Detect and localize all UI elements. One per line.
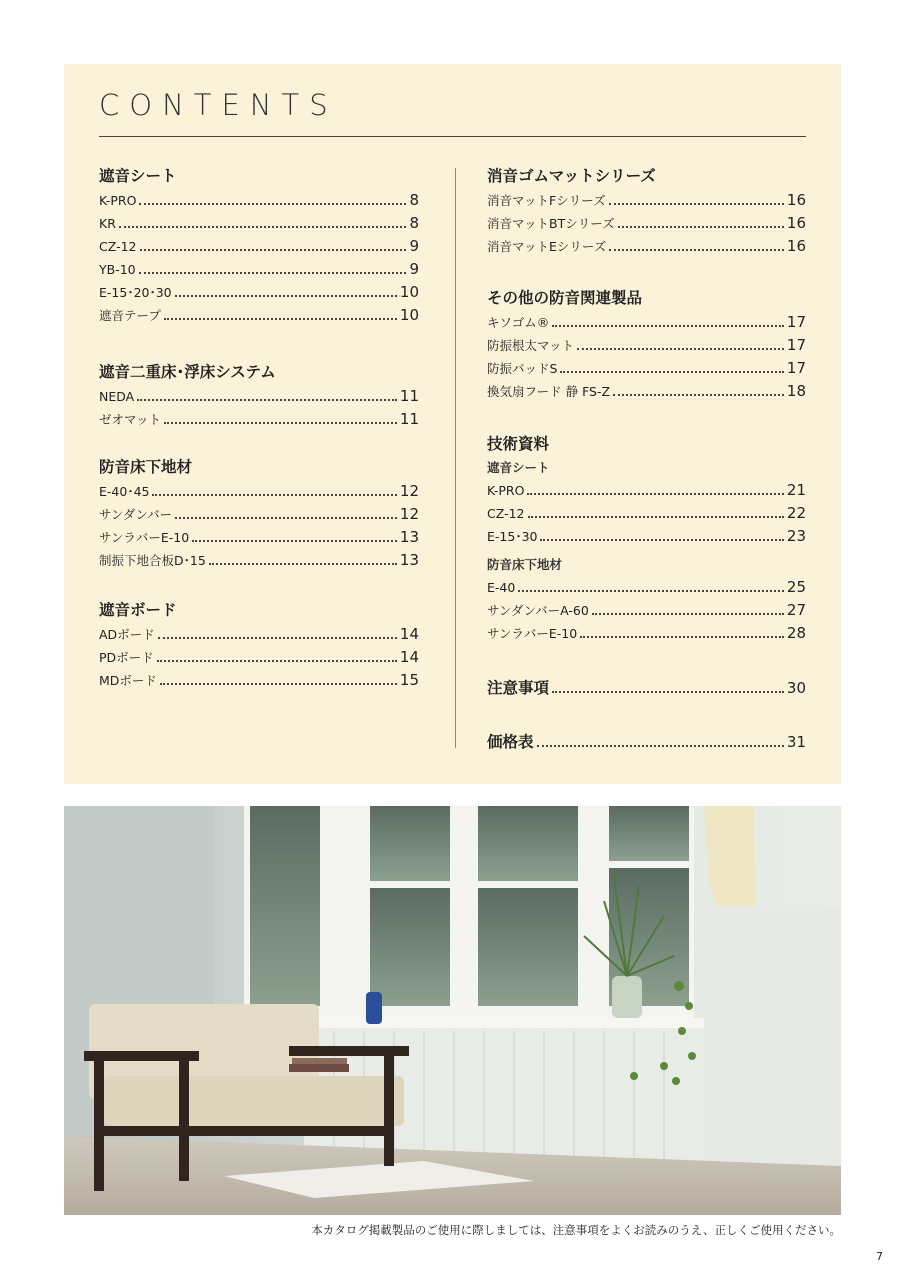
- toc-entry-price[interactable]: [487, 729, 806, 755]
- entry-page: 8: [409, 191, 419, 209]
- entry-page: 17: [786, 359, 806, 377]
- leader-dots: [160, 683, 397, 685]
- toc-entry[interactable]: [487, 311, 806, 334]
- section-heading: 遮音シート: [99, 167, 177, 185]
- leader-dots: [192, 540, 397, 542]
- entry-page: 18: [786, 382, 806, 400]
- entry-label: MDボード: [99, 673, 157, 688]
- entry-label: K-PRO: [99, 193, 137, 208]
- entry-label: 防振パッドS: [487, 361, 558, 376]
- entry-page: 30: [786, 679, 806, 697]
- toc-entry[interactable]: [99, 669, 419, 692]
- leader-dots: [158, 637, 397, 639]
- entry-label: サンラバーE-10: [99, 530, 190, 545]
- entry-label: KR: [99, 216, 116, 231]
- entry-page: 16: [786, 237, 806, 255]
- section-rubber-mat: [487, 163, 806, 285]
- toc-entry[interactable]: [487, 599, 806, 622]
- leader-dots: [119, 226, 407, 228]
- entry-label: E-40: [487, 580, 516, 595]
- entry-label: ADボード: [99, 627, 155, 642]
- entry-page: 11: [399, 387, 419, 405]
- toc-entry[interactable]: [487, 380, 806, 403]
- entry-label: 制振下地合板D･15: [99, 553, 206, 568]
- entry-label: NEDA: [99, 389, 135, 404]
- leader-dots: [528, 516, 784, 518]
- entry-label: K-PRO: [487, 483, 525, 498]
- leader-dots: [560, 371, 783, 373]
- entry-page: 25: [786, 578, 806, 596]
- entry-label: 消音マットBTシリーズ: [487, 216, 615, 231]
- entry-label: 換気扇フード 静 FS-Z: [487, 384, 611, 399]
- toc-entry[interactable]: [99, 235, 419, 258]
- entry-label: サンダンバー: [99, 507, 173, 522]
- leader-dots: [613, 394, 784, 396]
- entry-page: 10: [399, 283, 419, 301]
- entry-page: 21: [786, 481, 806, 499]
- leader-dots: [527, 493, 783, 495]
- entry-page: 16: [786, 191, 806, 209]
- entry-page: 12: [399, 482, 419, 500]
- interior-photo: [64, 806, 841, 1215]
- entry-label: PDボード: [99, 650, 154, 665]
- toc-entry[interactable]: [487, 576, 806, 599]
- entry-label: E-15･20･30: [99, 285, 172, 300]
- entry-label: サンダンバーA-60: [487, 603, 589, 618]
- subsection-heading: 防音床下地材: [487, 557, 563, 572]
- toc-entry[interactable]: [487, 622, 806, 645]
- section-heading: 遮音ボード: [99, 601, 177, 619]
- toc-entry[interactable]: [99, 408, 419, 431]
- section-sound-sheet: [99, 163, 419, 359]
- toc-entry[interactable]: [99, 258, 419, 281]
- section-sound-board: [99, 597, 419, 692]
- toc-entry[interactable]: [99, 549, 419, 572]
- entry-page: 13: [399, 528, 419, 546]
- leader-dots: [137, 399, 397, 401]
- toc-entry[interactable]: [99, 385, 419, 408]
- page-title: CONTENTS: [99, 88, 338, 122]
- leader-dots: [580, 636, 784, 638]
- entry-page: 23: [786, 527, 806, 545]
- toc-entry[interactable]: [99, 480, 419, 503]
- toc-entry[interactable]: [487, 334, 806, 357]
- entry-page: 16: [786, 214, 806, 232]
- entry-page: 13: [399, 551, 419, 569]
- toc-entry[interactable]: [99, 189, 419, 212]
- entry-label: YB-10: [99, 262, 136, 277]
- section-heading: 防音床下地材: [99, 458, 193, 476]
- leader-dots: [175, 295, 397, 297]
- leader-dots: [552, 325, 784, 327]
- title-rule: [99, 136, 806, 137]
- leader-dots: [609, 203, 784, 205]
- entry-page: 31: [786, 733, 806, 751]
- toc-entry[interactable]: [487, 189, 806, 212]
- section-heading: 消音ゴムマットシリーズ: [487, 167, 656, 185]
- toc-entry[interactable]: [487, 502, 806, 525]
- entry-label: 価格表: [487, 733, 534, 751]
- toc-entry[interactable]: [487, 525, 806, 548]
- leader-dots: [540, 539, 783, 541]
- entry-page: 10: [399, 306, 419, 324]
- leader-dots: [577, 348, 784, 350]
- left-column: [99, 163, 419, 692]
- entry-label: 遮音テープ: [99, 308, 161, 323]
- entry-page: 15: [399, 671, 419, 689]
- subsection-heading: 遮音シート: [487, 460, 550, 475]
- toc-entry[interactable]: [487, 212, 806, 235]
- page-number: 7: [876, 1250, 883, 1263]
- entry-page: 8: [409, 214, 419, 232]
- column-divider: [455, 168, 456, 748]
- entry-page: 28: [786, 624, 806, 642]
- leader-dots: [209, 563, 397, 565]
- entry-label: 防振根太マット: [487, 338, 575, 353]
- section-heading: 技術資料: [487, 435, 550, 453]
- toc-entry[interactable]: [487, 357, 806, 380]
- entry-label: 消音マットFシリーズ: [487, 193, 606, 208]
- entry-page: 11: [399, 410, 419, 428]
- right-column: [487, 163, 806, 755]
- leader-dots: [157, 660, 397, 662]
- entry-label: E-15･30: [487, 529, 538, 544]
- leader-dots: [518, 590, 784, 592]
- toc-entry-notes[interactable]: [487, 675, 806, 701]
- leader-dots: [164, 422, 397, 424]
- entry-label: CZ-12: [99, 239, 137, 254]
- leader-dots: [139, 272, 407, 274]
- toc-entry[interactable]: [99, 281, 419, 304]
- leader-dots: [152, 494, 396, 496]
- entry-label: 注意事項: [487, 679, 550, 697]
- toc-entry[interactable]: [99, 646, 419, 669]
- leader-dots: [537, 745, 784, 747]
- leader-dots: [140, 249, 407, 251]
- leader-dots: [164, 318, 397, 320]
- entry-page: 14: [399, 648, 419, 666]
- entry-label: サンラバーE-10: [487, 626, 578, 641]
- entry-label: 消音マットEシリーズ: [487, 239, 607, 254]
- entry-page: 9: [409, 237, 419, 255]
- entry-label: E-40･45: [99, 484, 150, 499]
- entry-page: 14: [399, 625, 419, 643]
- toc-entry[interactable]: [99, 212, 419, 235]
- section-heading: 遮音二重床･浮床システム: [99, 363, 276, 381]
- toc-entry[interactable]: [99, 304, 419, 327]
- section-technical-data: [487, 431, 806, 671]
- leader-dots: [139, 203, 406, 205]
- leader-dots: [609, 249, 784, 251]
- entry-page: 27: [786, 601, 806, 619]
- leader-dots: [618, 226, 784, 228]
- leader-dots: [175, 517, 397, 519]
- section-other-products: [487, 285, 806, 431]
- toc-entry[interactable]: [487, 479, 806, 502]
- entry-page: 12: [399, 505, 419, 523]
- entry-page: 17: [786, 336, 806, 354]
- usage-note: 本カタログ掲載製品のご使用に際しましては、注意事項をよくお読みのうえ、正しくご使用ください。: [311, 1223, 841, 1237]
- leader-dots: [592, 613, 784, 615]
- toc-entry[interactable]: [99, 503, 419, 526]
- leader-dots: [552, 691, 784, 693]
- entry-page: 17: [786, 313, 806, 331]
- toc-entry[interactable]: [99, 526, 419, 549]
- entry-page: 22: [786, 504, 806, 522]
- entry-label: ゼオマット: [99, 412, 162, 427]
- entry-label: CZ-12: [487, 506, 525, 521]
- section-floor-base: [99, 454, 419, 597]
- entry-label: キソゴム®: [487, 315, 550, 330]
- toc-entry[interactable]: [487, 235, 806, 258]
- entry-page: 9: [409, 260, 419, 278]
- toc-entry[interactable]: [99, 623, 419, 646]
- section-double-floor: [99, 359, 419, 454]
- section-heading: その他の防音関連製品: [487, 289, 643, 307]
